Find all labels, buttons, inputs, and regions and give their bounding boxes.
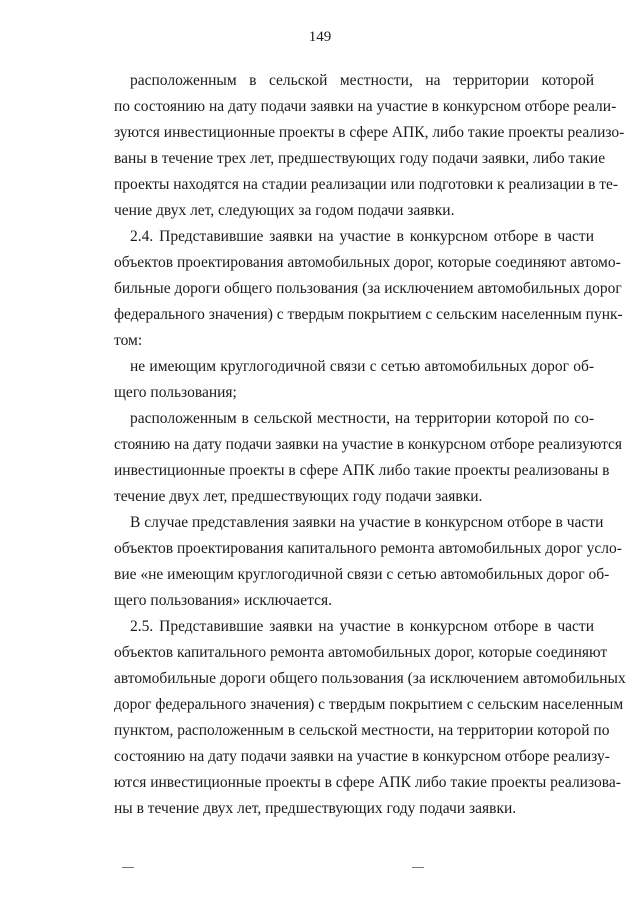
text-line: том: (114, 332, 143, 349)
scan-mark-right (412, 867, 424, 868)
text-line: щего пользования» исключается. (114, 592, 333, 609)
text-line: течение двух лет, предшествующих году подачи заявки. (114, 488, 483, 505)
text-line: ваны в течение трех лет, предшествующих году подачи заявки, либо такие (114, 150, 606, 167)
text-line: бильные дороги общего пользования (за исключением автомобильных дорог (114, 280, 622, 297)
text-line: дорог федерального значения) с твердым покрытием с сельским населенным (114, 696, 624, 713)
text-line: федерального значения) с твердым покрытием с сельским населенным пунк- (114, 306, 623, 323)
text-line: 2.5. Представившие заявки на участие в конкурсном отборе в части (130, 618, 594, 635)
text-line: ются инвестиционные проекты в сфере АПК либо такие проекты реализова- (114, 774, 621, 791)
paragraph-no-connection (114, 354, 594, 406)
text-line: инвестиционные проекты в сфере АПК либо такие проекты реализованы в (114, 462, 610, 479)
paragraph-continuation (114, 68, 625, 224)
text-line: автомобильные дороги общего пользования (за исключением автомобильных (114, 670, 626, 687)
text-line: проекты находятся на стадии реализации или подготовки к реализации в те- (114, 176, 619, 193)
text-line: расположенным в сельской местности, на территории которой по со- (130, 410, 594, 427)
text-line: расположенным в сельской местности, на территории которой (130, 72, 594, 89)
text-line: 2.4. Представившие заявки на участие в конкурсном отборе в части (130, 228, 594, 245)
text-line: пунктом, расположенным в сельской местности, на территории которой по (114, 722, 610, 739)
paragraph-exception (114, 510, 622, 614)
page-number: 149 (308, 29, 332, 45)
text-line: вие «не имеющим круглогодичной связи с сетью автомобильных дорог об- (114, 566, 610, 583)
text-line: ны в течение двух лет, предшествующих году подачи заявки. (114, 800, 517, 817)
scan-mark-left (122, 867, 134, 868)
text-line: состоянию на дату подачи заявки на участие в конкурсном отборе реализу- (114, 748, 610, 765)
text-line: не имеющим круглогодичной связи с сетью автомобильных дорог об- (130, 358, 594, 375)
text-line: объектов проектирования автомобильных дорог, которые соединяют автомо- (114, 254, 621, 271)
text-line: щего пользования; (114, 384, 237, 401)
document-body (114, 68, 626, 822)
text-line: по состоянию на дату подачи заявки на участие в конкурсном отборе реали- (114, 98, 617, 115)
paragraph-located-rural (114, 406, 623, 510)
text-line: объектов капитального ремонта автомобильных дорог, которые соединяют (114, 644, 608, 661)
text-line: В случае представления заявки на участие в конкурсном отборе в части (130, 514, 604, 531)
paragraph-2-4 (114, 224, 623, 354)
text-line: объектов проектирования капитального ремонта автомобильных дорог усло- (114, 540, 622, 557)
text-line: зуются инвестиционные проекты в сфере АПК, либо такие проекты реализо- (114, 124, 625, 141)
text-line: стоянию на дату подачи заявки на участие в конкурсном отборе реализуются (114, 436, 623, 453)
paragraph-2-5 (114, 614, 626, 822)
text-line: чение двух лет, следующих за годом подачи заявки. (114, 202, 455, 219)
